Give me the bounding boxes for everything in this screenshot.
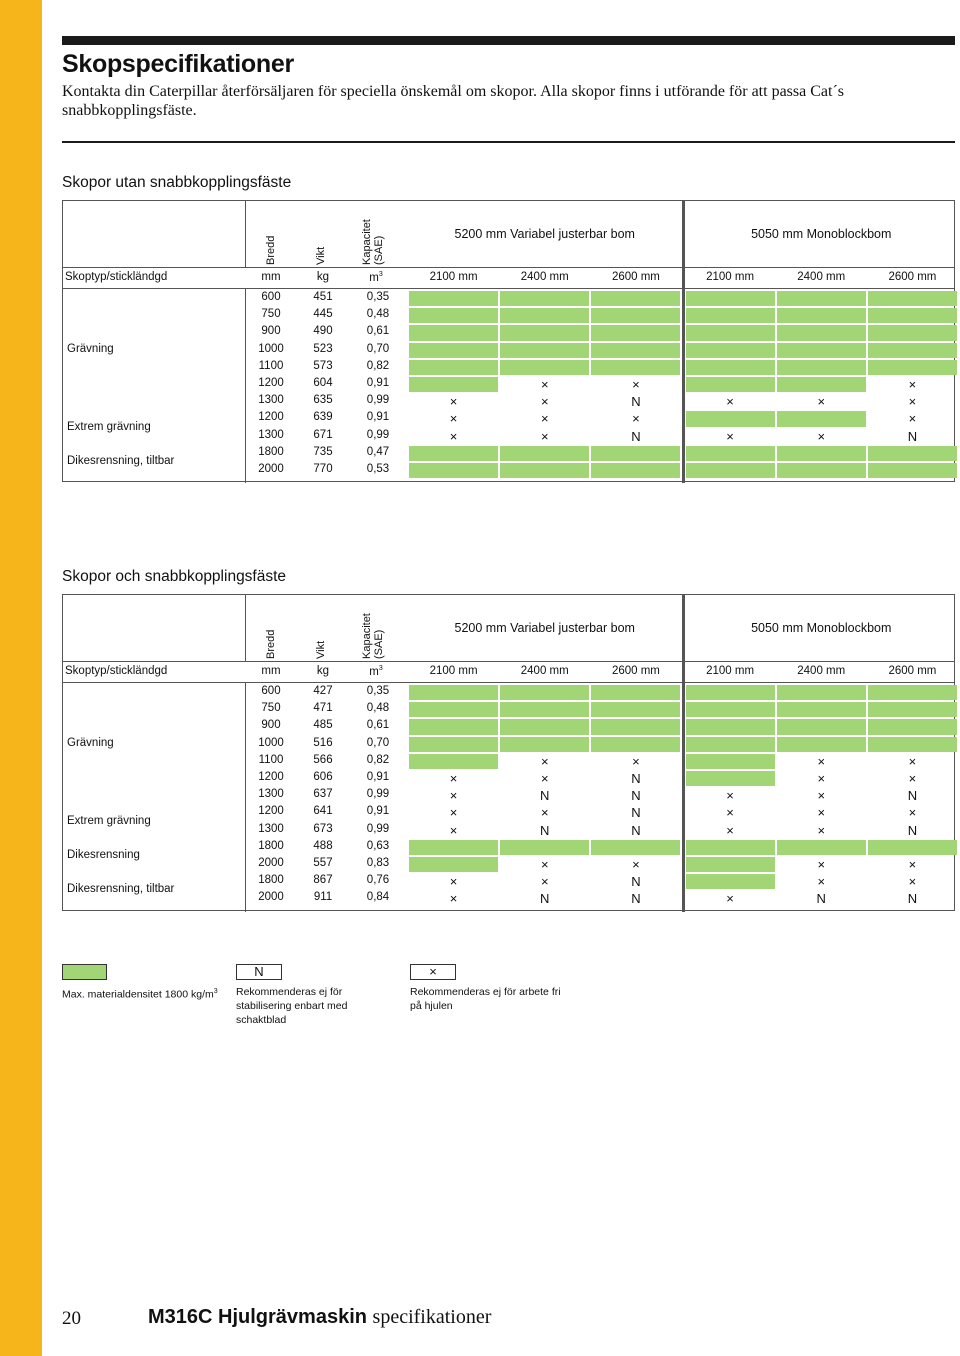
cell-n: N xyxy=(540,891,550,907)
cell-bredd: 750 xyxy=(261,702,281,715)
cell-n: N xyxy=(631,771,641,786)
cell-kapacitet: 0,70 xyxy=(366,736,390,749)
cell-n: N xyxy=(631,874,641,890)
header-bredd: Bredd xyxy=(265,235,277,265)
cell-vikt: 867 xyxy=(313,874,333,887)
cell-ok xyxy=(868,737,957,752)
cell-x: × xyxy=(449,805,458,821)
cell-ok xyxy=(686,360,775,375)
cell-kapacitet: 0,99 xyxy=(366,394,390,407)
cell-ok xyxy=(409,840,498,855)
unit-mm: mm xyxy=(261,665,281,677)
cell-n: N xyxy=(631,394,641,410)
cell-kapacitet: 0,53 xyxy=(366,463,390,475)
cell-kapacitet: 0,82 xyxy=(366,359,390,372)
cell-x: × xyxy=(726,891,734,907)
length-header: 2600 mm xyxy=(888,665,937,677)
length-header: 2600 mm xyxy=(611,271,660,283)
cell-x: × xyxy=(540,805,549,821)
legend-green-swatch xyxy=(62,964,107,980)
cell-vikt: 566 xyxy=(313,753,333,766)
cell-ok xyxy=(409,685,498,700)
cell-ok xyxy=(591,343,680,358)
unit-m-text: m xyxy=(369,665,379,678)
cell-bredd: 1800 xyxy=(258,445,284,458)
cell-n: N xyxy=(907,428,918,444)
cell-ok xyxy=(500,685,589,700)
cell-x: × xyxy=(540,428,549,444)
cell-x: × xyxy=(540,874,549,890)
cell-vikt: 485 xyxy=(313,719,333,732)
cell-x: × xyxy=(540,394,549,410)
length-header: 2400 mm xyxy=(797,665,846,677)
cell-ok xyxy=(777,702,866,717)
cell-vikt: 445 xyxy=(313,308,333,321)
cell-bredd: 1800 xyxy=(258,839,284,852)
cell-x: × xyxy=(817,805,826,821)
cell-ok xyxy=(500,463,589,478)
cell-bredd: 1300 xyxy=(258,428,284,441)
group-divider xyxy=(682,595,685,912)
cell-x: × xyxy=(540,771,549,786)
cell-kapacitet: 0,76 xyxy=(366,874,390,887)
legend-x-symbol: × xyxy=(410,964,456,980)
cell-ok xyxy=(777,411,866,426)
cell-x: × xyxy=(908,377,917,392)
cell-kapacitet: 0,61 xyxy=(366,325,390,338)
top-rule xyxy=(62,36,955,45)
cell-ok xyxy=(591,446,680,461)
cell-ok xyxy=(868,685,957,700)
cell-x: × xyxy=(449,891,458,907)
header-group-variabel: 5200 mm Variabel justerbar bom xyxy=(454,227,635,241)
cell-kapacitet: 0,84 xyxy=(366,891,390,904)
cell-ok xyxy=(500,840,589,855)
row-label-header: Skoptyp/stickländgd xyxy=(65,665,168,677)
unit-kg: kg xyxy=(316,665,330,677)
cell-bredd: 600 xyxy=(261,291,281,303)
category-label: Dikesrensning xyxy=(67,849,140,861)
cell-ok xyxy=(686,737,775,752)
cell-ok xyxy=(591,291,680,306)
cell-bredd: 1000 xyxy=(258,736,284,749)
cell-kapacitet: 0,99 xyxy=(366,822,390,835)
cell-bredd: 900 xyxy=(261,325,281,338)
cell-vikt: 673 xyxy=(313,822,333,835)
cell-bredd: 1200 xyxy=(258,377,284,389)
unit-mm: mm xyxy=(261,271,281,283)
cell-ok xyxy=(868,463,957,478)
cell-x: × xyxy=(726,428,734,444)
cell-ok xyxy=(686,754,775,769)
group-divider xyxy=(682,201,685,483)
cell-bredd: 1200 xyxy=(258,771,284,783)
table1-title: Skopor utan snabbkopplingsfäste xyxy=(62,174,292,191)
cell-vikt: 641 xyxy=(313,805,333,818)
cell-x: × xyxy=(449,411,458,427)
cell-x: × xyxy=(908,857,917,872)
cell-ok xyxy=(686,446,775,461)
cell-ok xyxy=(409,754,498,769)
cell-ok xyxy=(686,771,775,786)
table-skopor-utan-snabbkoppling xyxy=(62,200,955,482)
cell-ok xyxy=(409,308,498,323)
cell-x: × xyxy=(726,394,734,410)
cell-x: × xyxy=(449,428,458,444)
cell-ok xyxy=(777,308,866,323)
cell-vikt: 604 xyxy=(313,377,333,389)
cell-ok xyxy=(777,463,866,478)
cell-x: × xyxy=(908,805,917,821)
length-header: 2100 mm xyxy=(429,271,478,283)
cell-ok xyxy=(777,360,866,375)
header-vikt: Vikt xyxy=(315,246,327,265)
cell-x: × xyxy=(817,394,826,410)
unit-bottom-line xyxy=(63,682,954,683)
cell-vikt: 671 xyxy=(313,428,333,441)
unit-m-sup: 3 xyxy=(378,665,383,672)
unit-m-text: m xyxy=(369,271,379,284)
cell-ok xyxy=(591,719,680,734)
cell-n: N xyxy=(631,788,641,804)
cell-ok xyxy=(868,446,957,461)
length-header: 2100 mm xyxy=(706,665,755,677)
cell-vikt: 557 xyxy=(313,857,333,869)
cell-vikt: 427 xyxy=(313,685,333,697)
cell-kapacitet: 0,99 xyxy=(366,788,390,801)
cell-x: × xyxy=(449,874,458,890)
cell-ok xyxy=(686,702,775,717)
length-header: 2600 mm xyxy=(611,665,660,677)
cell-bredd: 750 xyxy=(261,308,281,321)
page-number: 20 xyxy=(62,1308,81,1329)
cell-ok xyxy=(686,719,775,734)
cell-ok xyxy=(777,737,866,752)
cell-kapacitet: 0,83 xyxy=(366,857,390,869)
cell-ok xyxy=(409,325,498,340)
cell-ok xyxy=(591,463,680,478)
cell-kapacitet: 0,63 xyxy=(366,839,390,852)
cell-bredd: 1200 xyxy=(258,411,284,424)
cell-bredd: 2000 xyxy=(258,891,284,904)
cell-ok xyxy=(409,857,498,872)
cell-ok xyxy=(500,446,589,461)
cell-kapacitet: 0,82 xyxy=(366,753,390,766)
cell-ok xyxy=(686,291,775,306)
unit-kg: kg xyxy=(316,271,330,283)
cell-ok xyxy=(409,360,498,375)
cell-vikt: 523 xyxy=(313,342,333,355)
cell-bredd: 1300 xyxy=(258,788,284,801)
cell-x: × xyxy=(632,411,640,427)
cell-x: × xyxy=(632,377,640,392)
cell-ok xyxy=(500,719,589,734)
page-title: Skopspecifikationer xyxy=(62,50,294,78)
cell-x: × xyxy=(449,788,458,804)
cell-ok xyxy=(591,840,680,855)
cell-ok xyxy=(500,343,589,358)
cell-ok xyxy=(686,463,775,478)
cell-x: × xyxy=(908,874,917,890)
cell-ok xyxy=(686,325,775,340)
cell-kapacitet: 0,47 xyxy=(366,445,390,458)
cell-ok xyxy=(686,308,775,323)
cell-x: × xyxy=(540,753,549,769)
cell-ok xyxy=(409,702,498,717)
cell-kapacitet: 0,91 xyxy=(366,411,390,424)
cell-x: × xyxy=(817,788,826,804)
cell-ok xyxy=(500,737,589,752)
category-label: Extrem grävning xyxy=(67,420,151,433)
cell-x: × xyxy=(908,394,917,410)
category-label: Extrem grävning xyxy=(67,814,151,827)
cell-ok xyxy=(868,308,957,323)
cell-ok xyxy=(868,291,957,306)
footer-title: M316C Hjulgrävmaskin specifikationer xyxy=(148,1306,492,1328)
unit-top-line xyxy=(63,267,954,268)
cell-bredd: 1300 xyxy=(258,822,284,835)
cell-ok xyxy=(777,446,866,461)
cell-ok xyxy=(777,377,866,392)
cell-vikt: 735 xyxy=(313,445,333,458)
header-group-monoblock: 5050 mm Monoblockbom xyxy=(751,227,892,241)
cell-n: N xyxy=(907,891,918,907)
cell-x: × xyxy=(449,771,458,786)
cell-x: × xyxy=(540,377,549,392)
table2-title: Skopor och snabbkopplingsfäste xyxy=(62,568,287,585)
length-header: 2400 mm xyxy=(520,271,569,283)
cell-bredd: 1200 xyxy=(258,805,284,818)
header-bredd: Bredd xyxy=(265,629,277,659)
header-group-variabel: 5200 mm Variabel justerbar bom xyxy=(454,621,635,635)
cell-vikt: 573 xyxy=(313,359,333,372)
cell-ok xyxy=(591,685,680,700)
length-header: 2400 mm xyxy=(520,665,569,677)
cell-n: N xyxy=(816,891,826,907)
cell-ok xyxy=(409,737,498,752)
intro-text: Kontakta din Caterpillar återförsäljaren för speciella önskemål om skopor. Alla skopor finns i utförande för att passa Cat´s snabbkopplingsfäste. xyxy=(62,83,844,119)
cell-ok xyxy=(409,446,498,461)
cell-x: × xyxy=(908,771,917,786)
cell-ok xyxy=(686,857,775,872)
cell-ok xyxy=(500,291,589,306)
unit-m3 xyxy=(349,665,403,678)
legend-green-label: Max. materialdensitet 1800 $kg/m^3$ xyxy=(62,988,218,1001)
cell-ok xyxy=(868,325,957,340)
legend-n-symbol: N xyxy=(236,964,282,980)
cell-x: × xyxy=(726,788,734,804)
cell-n: N xyxy=(631,805,641,821)
section-rule xyxy=(62,141,955,143)
length-header: 2400 mm xyxy=(797,271,846,283)
category-label: Dikesrensning, tiltbar xyxy=(67,455,175,467)
cell-x: × xyxy=(726,822,734,838)
cell-ok xyxy=(868,360,957,375)
cell-vikt: 770 xyxy=(313,463,333,475)
cell-ok xyxy=(686,377,775,392)
cell-x: × xyxy=(540,411,549,427)
cell-n: N xyxy=(631,428,641,444)
cell-ok xyxy=(409,463,498,478)
table-skopor-och-snabbkoppling xyxy=(62,594,955,911)
cell-n: N xyxy=(907,822,918,838)
cell-bredd: 1300 xyxy=(258,394,284,407)
cell-n: N xyxy=(631,822,641,838)
cell-x: × xyxy=(817,822,826,838)
cell-ok xyxy=(591,308,680,323)
length-header: 2100 mm xyxy=(706,271,755,283)
cell-kapacitet: 0,70 xyxy=(366,342,390,355)
cell-ok xyxy=(686,685,775,700)
cell-kapacitet: 0,99 xyxy=(366,428,390,441)
cell-n: N xyxy=(907,788,918,804)
row-label-header: Skoptyp/stickländgd xyxy=(65,271,168,283)
cell-bredd: 900 xyxy=(261,719,281,732)
cell-bredd: 1000 xyxy=(258,342,284,355)
cell-vikt: 471 xyxy=(313,702,333,715)
cell-ok xyxy=(777,343,866,358)
header-vline xyxy=(245,201,246,267)
cell-ok xyxy=(686,840,775,855)
cell-vikt: 490 xyxy=(313,325,333,338)
length-header: 2600 mm xyxy=(888,271,937,283)
cell-ok xyxy=(777,685,866,700)
cell-vikt: 635 xyxy=(313,394,333,407)
cell-x: × xyxy=(449,394,458,410)
cell-ok xyxy=(591,702,680,717)
cell-vikt: 488 xyxy=(313,839,333,852)
length-header: 2100 mm xyxy=(429,665,478,677)
header-vline xyxy=(245,595,246,661)
cell-ok xyxy=(686,411,775,426)
cell-x: × xyxy=(540,857,549,872)
cell-ok xyxy=(686,874,775,889)
cell-x: × xyxy=(632,857,640,872)
cell-x: × xyxy=(908,753,917,769)
cell-vikt: 911 xyxy=(313,891,333,904)
cell-ok xyxy=(868,702,957,717)
unit-m-sup: 3 xyxy=(378,271,383,278)
cell-kapacitet: 0,91 xyxy=(366,805,390,818)
cell-ok xyxy=(868,343,957,358)
header-kapacitet: Kapacitet (SAE) xyxy=(361,219,385,265)
cell-kapacitet: 0,91 xyxy=(366,377,390,389)
cell-x: × xyxy=(817,874,826,890)
unit-bottom-line xyxy=(63,288,954,289)
cell-kapacitet: 0,48 xyxy=(366,702,390,715)
unit-m3 xyxy=(349,271,403,284)
cell-x: × xyxy=(817,753,826,769)
cell-vikt: 516 xyxy=(313,736,333,749)
category-label: Grävning xyxy=(67,343,114,356)
cell-bredd: 1100 xyxy=(258,359,284,372)
cell-ok xyxy=(591,737,680,752)
cell-bredd: 1800 xyxy=(258,874,284,887)
cell-x: × xyxy=(817,771,826,786)
cell-ok xyxy=(591,325,680,340)
cell-x: × xyxy=(632,753,640,769)
cell-kapacitet: 0,91 xyxy=(366,771,390,783)
cell-x: × xyxy=(726,805,734,821)
cell-x: × xyxy=(817,428,826,444)
cell-kapacitet: 0,48 xyxy=(366,308,390,321)
cell-x: × xyxy=(449,822,458,838)
category-label: Grävning xyxy=(67,737,114,750)
header-kapacitet: Kapacitet (SAE) xyxy=(361,613,385,659)
cell-bredd: 2000 xyxy=(258,463,284,475)
cell-x: × xyxy=(908,411,917,427)
cell-ok xyxy=(591,360,680,375)
category-label: Dikesrensning, tiltbar xyxy=(67,883,175,896)
cell-kapacitet: 0,35 xyxy=(366,685,390,697)
unit-top-line xyxy=(63,661,954,662)
cell-ok xyxy=(409,377,498,392)
cell-n: N xyxy=(631,891,641,907)
cell-ok xyxy=(777,840,866,855)
cell-ok xyxy=(409,343,498,358)
cell-bredd: 2000 xyxy=(258,857,284,869)
cell-vikt: 606 xyxy=(313,771,333,783)
cell-n: N xyxy=(540,822,550,838)
legend-n-label: Rekommenderas ej för stabilisering enbart med schaktblad xyxy=(236,986,348,1026)
cell-ok xyxy=(777,291,866,306)
cell-bredd: 600 xyxy=(261,685,281,697)
cell-vikt: 451 xyxy=(313,291,333,303)
cell-ok xyxy=(777,719,866,734)
cell-bredd: 1100 xyxy=(258,753,284,766)
cell-ok xyxy=(868,719,957,734)
header-group-monoblock: 5050 mm Monoblockbom xyxy=(751,621,892,635)
cell-ok xyxy=(409,719,498,734)
cell-kapacitet: 0,35 xyxy=(366,291,390,303)
cell-ok xyxy=(500,360,589,375)
legend-x-label: Rekommenderas ej för arbete fri på hjulen xyxy=(410,986,561,1012)
cell-ok xyxy=(500,702,589,717)
yellow-sidebar xyxy=(0,0,42,1356)
cell-n: N xyxy=(540,788,550,804)
header-vikt: Vikt xyxy=(315,640,327,659)
cell-vikt: 639 xyxy=(313,411,333,424)
cell-ok xyxy=(777,325,866,340)
cell-ok xyxy=(686,343,775,358)
cell-ok xyxy=(500,308,589,323)
cell-vikt: 637 xyxy=(313,788,333,801)
cell-ok xyxy=(868,840,957,855)
cell-x: × xyxy=(817,857,826,872)
cell-ok xyxy=(500,325,589,340)
cell-kapacitet: 0,61 xyxy=(366,719,390,732)
cell-ok xyxy=(409,291,498,306)
